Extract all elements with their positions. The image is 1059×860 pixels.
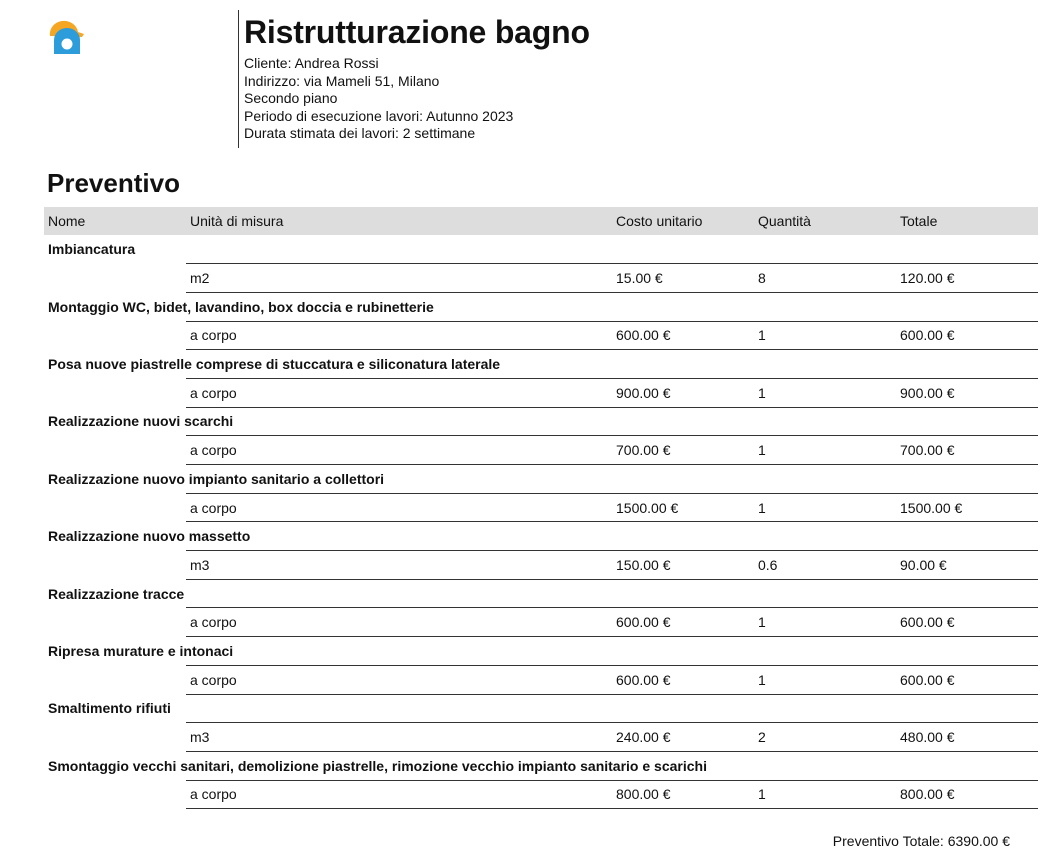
group-row: [44, 235, 1038, 264]
table-body: [44, 235, 1038, 809]
table-row: [44, 264, 1038, 293]
total-cell: 120.00 €: [896, 264, 1038, 293]
unit-cell: a corpo: [186, 436, 612, 465]
company-logo: [46, 18, 86, 58]
group-name: Imbiancatura: [48, 241, 136, 258]
table-row: [44, 378, 1038, 407]
group-name: Montaggio WC, bidet, lavandino, box doccia e rubinetterie: [48, 298, 434, 315]
total-cell: 800.00 €: [896, 780, 1038, 809]
table-row: [44, 723, 1038, 752]
table-row: [44, 551, 1038, 580]
quantity-cell: 1: [754, 493, 896, 522]
group-name: Smontaggio vecchi sanitari, demolizione piastrelle, rimozione vecchio impianto sanitario e scarichi: [48, 757, 707, 774]
group-row: [44, 292, 1038, 321]
group-name: Realizzazione tracce: [48, 585, 185, 602]
total-cell: 900.00 €: [896, 378, 1038, 407]
group-name: Realizzazione nuovi scarchi: [48, 413, 234, 430]
total-cell: 600.00 €: [896, 321, 1038, 350]
quantity-cell: 1: [754, 665, 896, 694]
total-cell: 700.00 €: [896, 436, 1038, 465]
quantity-cell: 0.6: [754, 551, 896, 580]
period-line: Periodo di esecuzione lavori: Autunno 2023: [244, 107, 514, 124]
table-row: [44, 665, 1038, 694]
table-header-row: [44, 207, 1038, 235]
cost-cell: 240.00 €: [612, 723, 754, 752]
document-header: [244, 14, 590, 143]
quantity-cell: 1: [754, 608, 896, 637]
group-row: [44, 751, 1038, 780]
quantity-cell: 1: [754, 378, 896, 407]
unit-cell: a corpo: [186, 665, 612, 694]
column-header-quantity: Quantità: [758, 213, 811, 229]
quantity-cell: 8: [754, 264, 896, 293]
table-row: [44, 436, 1038, 465]
cost-cell: 150.00 €: [612, 551, 754, 580]
cost-cell: 800.00 €: [612, 780, 754, 809]
cost-cell: 900.00 €: [612, 378, 754, 407]
unit-cell: a corpo: [186, 780, 612, 809]
cost-cell: 1500.00 €: [612, 493, 754, 522]
unit-cell: a corpo: [186, 321, 612, 350]
unit-cell: a corpo: [186, 608, 612, 637]
total-cell: 1500.00 €: [896, 493, 1038, 522]
unit-cell: a corpo: [186, 493, 612, 522]
unit-cell: m3: [186, 723, 612, 752]
group-name: Ripresa murature e intonaci: [48, 642, 234, 659]
duration-line: Durata stimata dei lavori: 2 settimane: [244, 125, 476, 142]
group-name: Realizzazione nuovo massetto: [48, 528, 251, 545]
cost-cell: 15.00 €: [612, 264, 754, 293]
total-cell: 600.00 €: [896, 608, 1038, 637]
unit-cell: a corpo: [186, 378, 612, 407]
group-name: Smaltimento rifiuti: [48, 700, 171, 717]
total-cell: 600.00 €: [896, 665, 1038, 694]
group-name: Realizzazione nuovo impianto sanitario a collettori: [48, 470, 385, 487]
client-line: Cliente: Andrea Rossi: [244, 55, 379, 71]
group-row: [44, 522, 1038, 551]
table-row: [44, 493, 1038, 522]
group-row: [44, 350, 1038, 379]
column-header-total: Totale: [900, 213, 938, 229]
floor-line: Secondo piano: [244, 90, 338, 107]
table-row: [44, 608, 1038, 637]
group-name: Posa nuove piastrelle comprese di stuccatura e siliconatura laterale: [48, 356, 501, 373]
quote-table-wrap: [44, 207, 1038, 809]
column-header-unit: Unità di misura: [190, 213, 284, 229]
group-row: [44, 407, 1038, 436]
column-header-name: Nome: [48, 213, 86, 229]
cost-cell: 600.00 €: [612, 321, 754, 350]
table-row: [44, 780, 1038, 809]
group-row: [44, 465, 1038, 494]
unit-cell: m2: [186, 264, 612, 293]
total-cell: 480.00 €: [896, 723, 1038, 752]
header-divider: [238, 10, 239, 148]
column-header-unit-cost: Costo unitario: [616, 213, 703, 229]
quantity-cell: 1: [754, 321, 896, 350]
quantity-cell: 1: [754, 436, 896, 465]
cost-cell: 600.00 €: [612, 665, 754, 694]
address-line: Indirizzo: via Mameli 51, Milano: [244, 72, 440, 89]
quote-table: [44, 207, 1038, 809]
section-title: Preventivo: [47, 168, 180, 198]
page-title: Ristrutturazione bagno: [244, 14, 590, 50]
table-row: [44, 321, 1038, 350]
unit-cell: m3: [186, 551, 612, 580]
group-row: [44, 694, 1038, 723]
group-row: [44, 637, 1038, 666]
cost-cell: 600.00 €: [612, 608, 754, 637]
grand-total: Preventivo Totale: 6390.00 €: [832, 833, 1010, 849]
quantity-cell: 1: [754, 780, 896, 809]
group-row: [44, 579, 1038, 608]
quantity-cell: 2: [754, 723, 896, 752]
total-cell: 90.00 €: [896, 551, 1038, 580]
cost-cell: 700.00 €: [612, 436, 754, 465]
